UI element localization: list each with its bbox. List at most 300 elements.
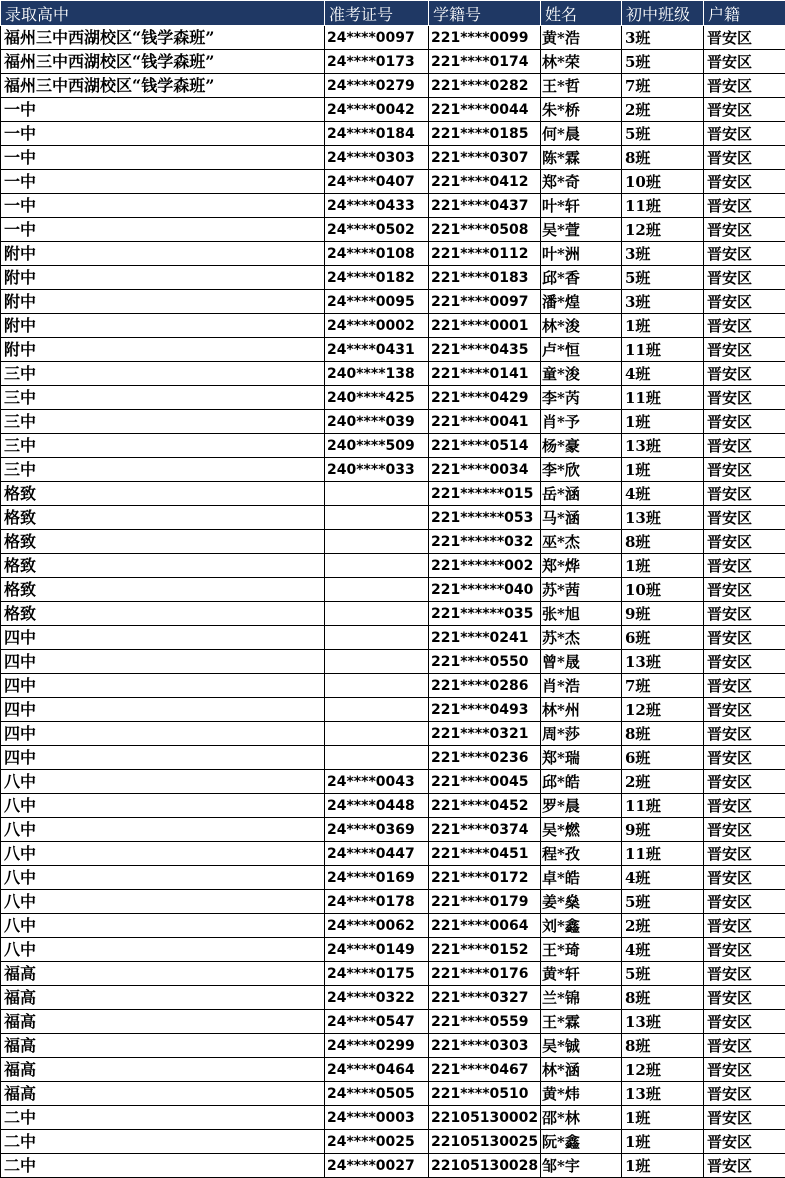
cell-district: 晋安区 [704, 674, 785, 698]
cell-school: 附中 [1, 290, 325, 314]
cell-class: 1班 [622, 458, 704, 482]
cell-student-id: 221****0321 [429, 722, 541, 746]
cell-school: 一中 [1, 194, 325, 218]
cell-district: 晋安区 [704, 314, 785, 338]
cell-name: 姜*燊 [541, 890, 622, 914]
table-row [1, 242, 785, 266]
cell-school: 三中 [1, 386, 325, 410]
cell-student-id: 221****0327 [429, 986, 541, 1010]
cell-name: 苏*茜 [541, 578, 622, 602]
cell-student-id: 221****0559 [429, 1010, 541, 1034]
cell-district: 晋安区 [704, 1010, 785, 1034]
cell-district: 晋安区 [704, 818, 785, 842]
cell-student-id: 221****0097 [429, 290, 541, 314]
cell-exam-id: 24****0407 [325, 170, 429, 194]
cell-district: 晋安区 [704, 338, 785, 362]
cell-class: 1班 [622, 314, 704, 338]
cell-class: 13班 [622, 506, 704, 530]
cell-student-id: 221****0179 [429, 890, 541, 914]
cell-class: 3班 [622, 242, 704, 266]
cell-class: 1班 [622, 554, 704, 578]
cell-school: 四中 [1, 650, 325, 674]
cell-school: 四中 [1, 698, 325, 722]
cell-student-id: 221****0451 [429, 842, 541, 866]
cell-student-id: 221****0141 [429, 362, 541, 386]
cell-name: 卓*皓 [541, 866, 622, 890]
cell-student-id: 221******002 [429, 554, 541, 578]
cell-exam-id: 24****0464 [325, 1058, 429, 1082]
cell-school: 福高 [1, 1010, 325, 1034]
cell-school: 三中 [1, 410, 325, 434]
cell-name: 王*霖 [541, 1010, 622, 1034]
cell-school: 一中 [1, 170, 325, 194]
cell-name: 林*涵 [541, 1058, 622, 1082]
header-district: 户籍 [704, 1, 785, 26]
cell-name: 肖*浩 [541, 674, 622, 698]
cell-class: 13班 [622, 650, 704, 674]
table-row [1, 986, 785, 1010]
cell-student-id: 221****0174 [429, 50, 541, 74]
table-row [1, 266, 785, 290]
table-row [1, 482, 785, 506]
cell-name: 马*涵 [541, 506, 622, 530]
cell-class: 11班 [622, 338, 704, 362]
cell-name: 黄*浩 [541, 26, 622, 50]
cell-class: 11班 [622, 842, 704, 866]
cell-exam-id: 24****0175 [325, 962, 429, 986]
table-row [1, 410, 785, 434]
cell-class: 8班 [622, 722, 704, 746]
cell-class: 8班 [622, 986, 704, 1010]
cell-district: 晋安区 [704, 914, 785, 938]
cell-name: 刘*鑫 [541, 914, 622, 938]
cell-exam-id [325, 554, 429, 578]
cell-class: 5班 [622, 50, 704, 74]
table-row [1, 650, 785, 674]
cell-exam-id: 240****039 [325, 410, 429, 434]
header-name: 姓名 [541, 1, 622, 26]
table-row [1, 626, 785, 650]
cell-exam-id: 24****0447 [325, 842, 429, 866]
cell-district: 晋安区 [704, 458, 785, 482]
cell-school: 福高 [1, 986, 325, 1010]
cell-name: 阮*鑫 [541, 1130, 622, 1154]
cell-district: 晋安区 [704, 530, 785, 554]
cell-exam-id: 240****509 [325, 434, 429, 458]
table-row [1, 194, 785, 218]
cell-class: 2班 [622, 770, 704, 794]
table-row [1, 866, 785, 890]
cell-name: 吴*铖 [541, 1034, 622, 1058]
cell-student-id: 221****0550 [429, 650, 541, 674]
header-school: 录取高中 [1, 1, 325, 26]
cell-name: 王*哲 [541, 74, 622, 98]
table-row [1, 458, 785, 482]
cell-class: 6班 [622, 626, 704, 650]
cell-student-id: 221****0508 [429, 218, 541, 242]
cell-school: 附中 [1, 242, 325, 266]
cell-exam-id: 24****0502 [325, 218, 429, 242]
table-row [1, 890, 785, 914]
cell-school: 格致 [1, 482, 325, 506]
cell-student-id: 221****0185 [429, 122, 541, 146]
cell-school: 三中 [1, 362, 325, 386]
cell-class: 1班 [622, 1154, 704, 1178]
cell-exam-id: 24****0279 [325, 74, 429, 98]
cell-student-id: 221****0467 [429, 1058, 541, 1082]
cell-school: 格致 [1, 530, 325, 554]
cell-name: 何*晨 [541, 122, 622, 146]
cell-student-id: 221****0286 [429, 674, 541, 698]
cell-school: 八中 [1, 938, 325, 962]
table-row [1, 1082, 785, 1106]
cell-exam-id [325, 626, 429, 650]
header-student-id: 学籍号 [429, 1, 541, 26]
cell-student-id: 221****0041 [429, 410, 541, 434]
cell-student-id: 221******035 [429, 602, 541, 626]
cell-exam-id: 24****0431 [325, 338, 429, 362]
cell-district: 晋安区 [704, 1082, 785, 1106]
cell-name: 林*浚 [541, 314, 622, 338]
cell-school: 福州三中西湖校区“钱学森班” [1, 26, 325, 50]
cell-district: 晋安区 [704, 410, 785, 434]
cell-name: 黄*炜 [541, 1082, 622, 1106]
cell-class: 6班 [622, 746, 704, 770]
cell-district: 晋安区 [704, 1106, 785, 1130]
cell-name: 邱*香 [541, 266, 622, 290]
table-row [1, 290, 785, 314]
cell-class: 13班 [622, 1082, 704, 1106]
cell-name: 程*孜 [541, 842, 622, 866]
cell-school: 福高 [1, 1058, 325, 1082]
cell-student-id: 221******032 [429, 530, 541, 554]
cell-exam-id [325, 674, 429, 698]
cell-exam-id: 24****0097 [325, 26, 429, 50]
cell-district: 晋安区 [704, 386, 785, 410]
cell-student-id: 221****0307 [429, 146, 541, 170]
cell-school: 一中 [1, 146, 325, 170]
cell-district: 晋安区 [704, 170, 785, 194]
cell-school: 八中 [1, 794, 325, 818]
cell-school: 八中 [1, 866, 325, 890]
cell-district: 晋安区 [704, 650, 785, 674]
cell-exam-id: 24****0184 [325, 122, 429, 146]
table-row [1, 770, 785, 794]
cell-name: 林*荣 [541, 50, 622, 74]
cell-school: 四中 [1, 674, 325, 698]
cell-exam-id: 24****0095 [325, 290, 429, 314]
table-row [1, 842, 785, 866]
cell-school: 八中 [1, 914, 325, 938]
cell-student-id: 221****0183 [429, 266, 541, 290]
cell-district: 晋安区 [704, 890, 785, 914]
cell-school: 格致 [1, 578, 325, 602]
table-row [1, 938, 785, 962]
cell-district: 晋安区 [704, 98, 785, 122]
cell-district: 晋安区 [704, 26, 785, 50]
cell-exam-id [325, 506, 429, 530]
cell-student-id: 221******015 [429, 482, 541, 506]
cell-class: 5班 [622, 266, 704, 290]
cell-exam-id [325, 650, 429, 674]
cell-district: 晋安区 [704, 842, 785, 866]
table-row [1, 746, 785, 770]
cell-name: 邵*林 [541, 1106, 622, 1130]
table-row [1, 1130, 785, 1154]
cell-exam-id: 24****0303 [325, 146, 429, 170]
cell-school: 二中 [1, 1130, 325, 1154]
cell-school: 四中 [1, 746, 325, 770]
cell-school: 八中 [1, 842, 325, 866]
cell-school: 福高 [1, 1034, 325, 1058]
cell-school: 附中 [1, 314, 325, 338]
cell-class: 7班 [622, 674, 704, 698]
cell-class: 10班 [622, 578, 704, 602]
cell-school: 四中 [1, 626, 325, 650]
cell-school: 一中 [1, 98, 325, 122]
cell-student-id: 22105130002 [429, 1106, 541, 1130]
cell-exam-id: 240****425 [325, 386, 429, 410]
cell-exam-id: 24****0322 [325, 986, 429, 1010]
table-row [1, 962, 785, 986]
cell-student-id: 221****0045 [429, 770, 541, 794]
cell-exam-id [325, 746, 429, 770]
table-row [1, 530, 785, 554]
table-row [1, 602, 785, 626]
cell-district: 晋安区 [704, 578, 785, 602]
cell-class: 10班 [622, 170, 704, 194]
cell-district: 晋安区 [704, 74, 785, 98]
cell-student-id: 221****0236 [429, 746, 541, 770]
cell-name: 杨*豪 [541, 434, 622, 458]
cell-name: 兰*锦 [541, 986, 622, 1010]
table-row [1, 1154, 785, 1178]
cell-name: 陈*霖 [541, 146, 622, 170]
table-header [1, 1, 785, 26]
cell-name: 苏*杰 [541, 626, 622, 650]
cell-student-id: 221****0172 [429, 866, 541, 890]
cell-name: 卢*恒 [541, 338, 622, 362]
cell-school: 八中 [1, 818, 325, 842]
cell-school: 格致 [1, 506, 325, 530]
cell-school: 福高 [1, 1082, 325, 1106]
cell-exam-id: 240****033 [325, 458, 429, 482]
cell-student-id: 221****0303 [429, 1034, 541, 1058]
cell-name: 郑*奇 [541, 170, 622, 194]
cell-exam-id: 24****0149 [325, 938, 429, 962]
cell-student-id: 221****0514 [429, 434, 541, 458]
cell-name: 吴*燃 [541, 818, 622, 842]
cell-exam-id: 24****0299 [325, 1034, 429, 1058]
cell-district: 晋安区 [704, 50, 785, 74]
cell-student-id: 22105130028 [429, 1154, 541, 1178]
cell-class: 5班 [622, 890, 704, 914]
cell-school: 二中 [1, 1106, 325, 1130]
table-row [1, 1106, 785, 1130]
cell-student-id: 221******053 [429, 506, 541, 530]
cell-school: 福州三中西湖校区“钱学森班” [1, 50, 325, 74]
cell-student-id: 221****0241 [429, 626, 541, 650]
cell-name: 郑*瑞 [541, 746, 622, 770]
cell-school: 一中 [1, 218, 325, 242]
table-row [1, 218, 785, 242]
cell-district: 晋安区 [704, 986, 785, 1010]
cell-district: 晋安区 [704, 722, 785, 746]
cell-exam-id: 240****138 [325, 362, 429, 386]
cell-exam-id [325, 482, 429, 506]
cell-class: 2班 [622, 914, 704, 938]
cell-district: 晋安区 [704, 554, 785, 578]
cell-class: 4班 [622, 866, 704, 890]
cell-name: 黄*轩 [541, 962, 622, 986]
table-row [1, 1034, 785, 1058]
cell-exam-id: 24****0433 [325, 194, 429, 218]
cell-student-id: 221******040 [429, 578, 541, 602]
cell-exam-id: 24****0169 [325, 866, 429, 890]
cell-class: 8班 [622, 1034, 704, 1058]
cell-school: 格致 [1, 554, 325, 578]
cell-exam-id: 24****0042 [325, 98, 429, 122]
cell-name: 张*旭 [541, 602, 622, 626]
cell-exam-id: 24****0178 [325, 890, 429, 914]
table-row [1, 506, 785, 530]
table-row [1, 1058, 785, 1082]
cell-student-id: 221****0452 [429, 794, 541, 818]
cell-class: 5班 [622, 962, 704, 986]
table-row [1, 554, 785, 578]
cell-exam-id [325, 698, 429, 722]
cell-school: 福州三中西湖校区“钱学森班” [1, 74, 325, 98]
cell-class: 1班 [622, 410, 704, 434]
cell-student-id: 221****0429 [429, 386, 541, 410]
cell-district: 晋安区 [704, 194, 785, 218]
table-row [1, 914, 785, 938]
cell-district: 晋安区 [704, 434, 785, 458]
cell-class: 12班 [622, 698, 704, 722]
cell-name: 童*浚 [541, 362, 622, 386]
cell-district: 晋安区 [704, 1034, 785, 1058]
cell-class: 13班 [622, 1010, 704, 1034]
cell-district: 晋安区 [704, 962, 785, 986]
cell-school: 附中 [1, 266, 325, 290]
cell-name: 巫*杰 [541, 530, 622, 554]
table-row [1, 794, 785, 818]
cell-student-id: 221****0064 [429, 914, 541, 938]
cell-class: 12班 [622, 1058, 704, 1082]
cell-student-id: 221****0282 [429, 74, 541, 98]
cell-name: 叶*轩 [541, 194, 622, 218]
cell-school: 附中 [1, 338, 325, 362]
cell-school: 二中 [1, 1154, 325, 1178]
cell-name: 罗*晨 [541, 794, 622, 818]
cell-exam-id: 24****0062 [325, 914, 429, 938]
table-row [1, 674, 785, 698]
table-row [1, 122, 785, 146]
table-row [1, 818, 785, 842]
cell-student-id: 221****0412 [429, 170, 541, 194]
cell-class: 3班 [622, 26, 704, 50]
cell-student-id: 221****0176 [429, 962, 541, 986]
cell-class: 11班 [622, 386, 704, 410]
cell-exam-id: 24****0448 [325, 794, 429, 818]
cell-student-id: 221****0493 [429, 698, 541, 722]
header-class: 初中班级 [622, 1, 704, 26]
cell-exam-id: 24****0505 [325, 1082, 429, 1106]
cell-class: 1班 [622, 1130, 704, 1154]
cell-district: 晋安区 [704, 1154, 785, 1178]
cell-district: 晋安区 [704, 266, 785, 290]
cell-class: 1班 [622, 1106, 704, 1130]
cell-class: 9班 [622, 602, 704, 626]
cell-name: 李*欣 [541, 458, 622, 482]
cell-district: 晋安区 [704, 602, 785, 626]
header-exam-id: 准考证号 [325, 1, 429, 26]
cell-class: 12班 [622, 218, 704, 242]
table-row [1, 314, 785, 338]
cell-name: 朱*桥 [541, 98, 622, 122]
cell-district: 晋安区 [704, 122, 785, 146]
cell-name: 岳*涵 [541, 482, 622, 506]
cell-name: 肖*予 [541, 410, 622, 434]
cell-class: 3班 [622, 290, 704, 314]
cell-district: 晋安区 [704, 626, 785, 650]
cell-district: 晋安区 [704, 482, 785, 506]
cell-district: 晋安区 [704, 506, 785, 530]
cell-name: 林*州 [541, 698, 622, 722]
cell-class: 2班 [622, 98, 704, 122]
cell-exam-id: 24****0003 [325, 1106, 429, 1130]
cell-district: 晋安区 [704, 746, 785, 770]
cell-class: 8班 [622, 530, 704, 554]
cell-class: 13班 [622, 434, 704, 458]
table-row [1, 698, 785, 722]
cell-school: 八中 [1, 770, 325, 794]
cell-school: 三中 [1, 458, 325, 482]
cell-class: 4班 [622, 938, 704, 962]
cell-student-id: 221****0510 [429, 1082, 541, 1106]
cell-district: 晋安区 [704, 218, 785, 242]
cell-exam-id: 24****0043 [325, 770, 429, 794]
cell-school: 四中 [1, 722, 325, 746]
table-row [1, 98, 785, 122]
cell-name: 邹*宇 [541, 1154, 622, 1178]
table-row [1, 338, 785, 362]
cell-student-id: 221****0099 [429, 26, 541, 50]
table-row [1, 578, 785, 602]
cell-exam-id [325, 602, 429, 626]
cell-district: 晋安区 [704, 770, 785, 794]
table-row [1, 26, 785, 50]
cell-exam-id: 24****0369 [325, 818, 429, 842]
cell-exam-id [325, 530, 429, 554]
cell-class: 4班 [622, 362, 704, 386]
cell-school: 一中 [1, 122, 325, 146]
cell-class: 11班 [622, 794, 704, 818]
cell-school: 三中 [1, 434, 325, 458]
cell-exam-id: 24****0025 [325, 1130, 429, 1154]
cell-name: 郑*烨 [541, 554, 622, 578]
cell-name: 曾*晟 [541, 650, 622, 674]
cell-class: 4班 [622, 482, 704, 506]
cell-exam-id: 24****0002 [325, 314, 429, 338]
cell-district: 晋安区 [704, 938, 785, 962]
table-row [1, 434, 785, 458]
cell-exam-id: 24****0182 [325, 266, 429, 290]
cell-district: 晋安区 [704, 290, 785, 314]
cell-student-id: 221****0152 [429, 938, 541, 962]
header-row [1, 1, 785, 26]
cell-student-id: 221****0034 [429, 458, 541, 482]
